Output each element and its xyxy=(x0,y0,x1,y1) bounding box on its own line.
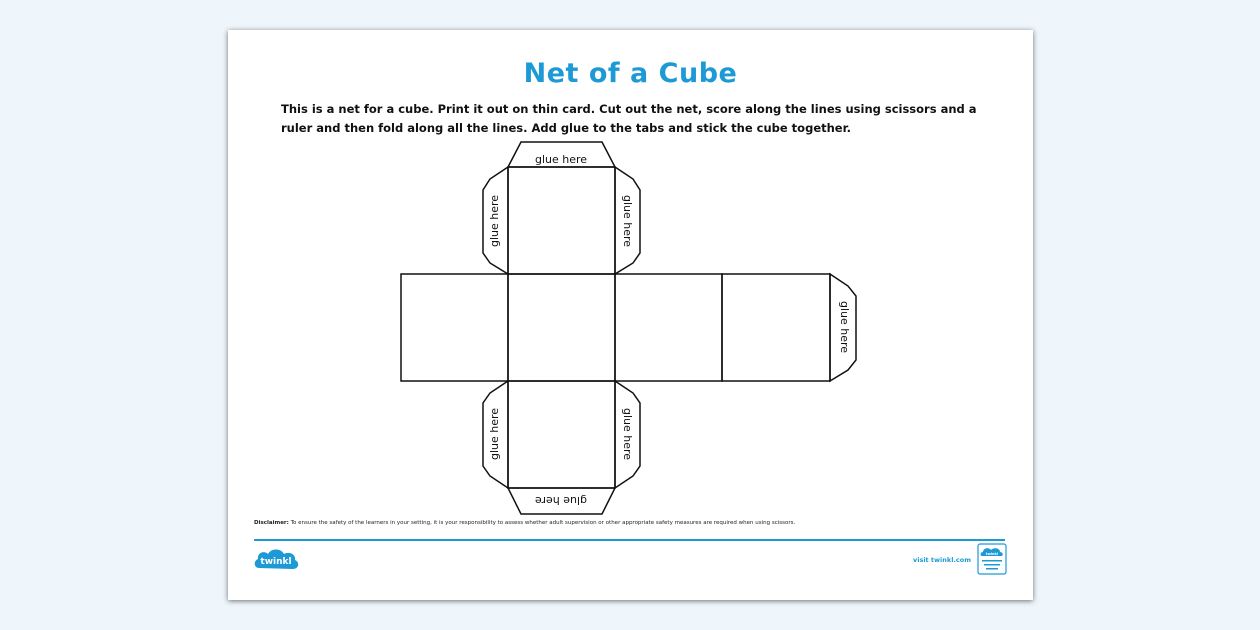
tab-upper-right-label: glue here xyxy=(621,194,634,248)
instructions-text: This is a net for a cube. Print it out on thin card. Cut out the net, score along the lines using scissors and a ruler and then fold along all the lines. Add glue to the tabs and stick the cube together. xyxy=(281,102,977,135)
worksheet-page xyxy=(228,30,1033,600)
tab-lower-right-label: glue here xyxy=(621,407,634,461)
tab-lower-left-label: glue here xyxy=(488,407,501,461)
tab-bottom-label: glue here xyxy=(534,494,588,507)
twinkl-logo-icon[interactable] xyxy=(253,544,301,574)
face-left xyxy=(401,274,508,381)
face-bottom xyxy=(508,381,615,488)
page-title: Net of a Cube xyxy=(523,58,738,89)
face-right xyxy=(615,274,722,381)
tab-upper-left-label: glue here xyxy=(488,194,501,248)
quality-badge-icon xyxy=(977,543,1007,575)
face-center xyxy=(508,274,615,381)
tab-far-right-label: glue here xyxy=(838,300,851,354)
visit-link[interactable]: visit twinkl.com xyxy=(912,556,971,564)
badge-text: twinkl xyxy=(985,552,999,556)
logo-text: twinkl xyxy=(260,557,292,567)
disclaimer-text: To ensure the safety of the learners in your setting, it is your responsibility to assess whether adult supervision or other appropriate safety measures are required when using scissors. xyxy=(290,520,796,526)
disclaimer xyxy=(254,520,1014,526)
face-far-right xyxy=(722,274,830,381)
footer-divider xyxy=(254,539,1005,541)
disclaimer-label: Disclaimer: xyxy=(254,520,289,526)
face-top xyxy=(508,167,615,274)
tab-top-label: glue here xyxy=(534,153,588,166)
cube-net xyxy=(228,30,1033,600)
